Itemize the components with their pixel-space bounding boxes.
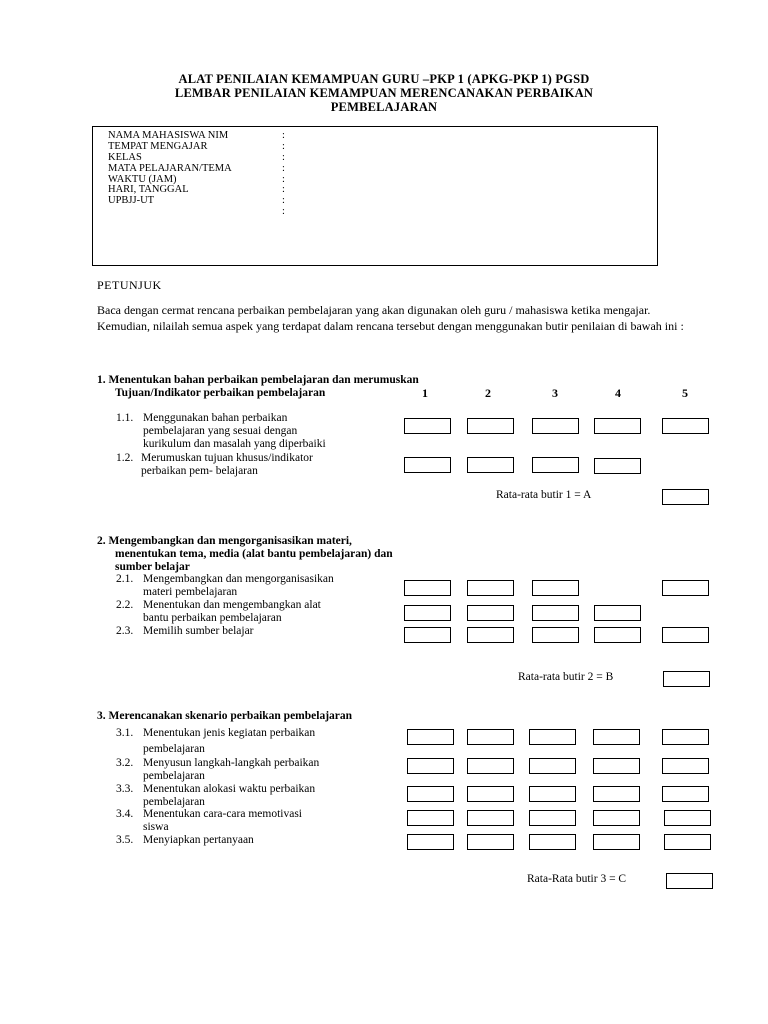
item-text: pembelajaran: [143, 743, 205, 755]
field-colon: :: [282, 130, 285, 141]
item-text: Merumuskan tujuan khusus/indikator: [141, 452, 313, 464]
item-number: 3.3.: [116, 783, 134, 795]
score-box-1-1-col-4[interactable]: [594, 418, 641, 434]
item-text: Memilih sumber belajar: [143, 625, 254, 637]
score-box-2-3-col-4[interactable]: [594, 627, 641, 643]
score-box-3-2-col-2[interactable]: [467, 758, 514, 774]
item-number: 1.1.: [116, 412, 134, 424]
item-text: Menentukan alokasi waktu perbaikan: [143, 783, 316, 795]
item-text: pembelajaran: [143, 796, 205, 808]
score-column-1: 1: [422, 386, 428, 400]
petunjuk-text: Baca dengan cermat rencana perbaikan pembelajaran yang akan digunakan oleh guru / mahasiswa ketika mengajar. Kemudian, nilailah semua aspek yang terdapat dalam rencana tersebut dengan menggunakan butir penilaian di bawah ini :: [97, 303, 684, 333]
average-box-a[interactable]: [662, 489, 709, 505]
average-box-b[interactable]: [663, 671, 710, 687]
item-number: 2.2.: [116, 599, 134, 611]
score-box-2-1-col-3[interactable]: [532, 580, 579, 596]
item-text: Menggunakan bahan perbaikan: [143, 412, 288, 424]
item-number: 2.3.: [116, 625, 134, 637]
score-box-3-4-col-5[interactable]: [664, 810, 711, 826]
petunjuk-heading: PETUNJUK: [97, 278, 162, 292]
score-box-2-1-col-1[interactable]: [404, 580, 451, 596]
score-box-3-5-col-5[interactable]: [664, 834, 711, 850]
field-label-mapel: MATA PELAJARAN/TEMA: [108, 163, 232, 174]
score-box-1-2-col-3[interactable]: [532, 457, 579, 473]
score-box-2-2-col-4[interactable]: [594, 605, 641, 621]
score-box-3-5-col-2[interactable]: [467, 834, 514, 850]
item-number: 3.1.: [116, 727, 134, 739]
field-colon: :: [282, 141, 285, 152]
score-box-3-4-col-3[interactable]: [529, 810, 576, 826]
section-3-title: 3. Merencanakan skenario perbaikan pembelajaran: [97, 710, 353, 722]
score-box-1-1-col-1[interactable]: [404, 418, 451, 434]
field-label-kelas: KELAS: [108, 152, 142, 163]
item-text: Mengembangkan dan mengorganisasikan: [143, 573, 334, 585]
field-colon: :: [282, 195, 285, 206]
item-text: siswa: [143, 821, 169, 833]
score-box-3-3-col-4[interactable]: [593, 786, 640, 802]
score-box-2-3-col-5[interactable]: [662, 627, 709, 643]
score-box-3-3-col-3[interactable]: [529, 786, 576, 802]
score-box-3-1-col-5[interactable]: [662, 729, 709, 745]
score-column-3: 3: [552, 386, 558, 400]
item-text: pembelajaran yang sesuai dengan: [143, 425, 298, 437]
score-box-3-3-col-5[interactable]: [662, 786, 709, 802]
field-label-upbjj: UPBJJ-UT: [108, 195, 155, 206]
item-text: Menyusun langkah-langkah perbaikan: [143, 757, 320, 769]
score-box-2-3-col-1[interactable]: [404, 627, 451, 643]
section-2-title-line-2: menentukan tema, media (alat bantu pembelajaran) dan: [115, 548, 393, 560]
score-box-3-4-col-2[interactable]: [467, 810, 514, 826]
score-box-3-4-col-4[interactable]: [593, 810, 640, 826]
section-1-title-line-2: Tujuan/Indikator perbaikan pembelajaran: [115, 387, 326, 399]
item-text: Menyiapkan pertanyaan: [143, 834, 254, 846]
section-2-title-line-3: sumber belajar: [115, 561, 190, 573]
score-column-5: 5: [682, 386, 688, 400]
average-label-c: Rata-Rata butir 3 = C: [527, 873, 627, 885]
score-box-3-5-col-1[interactable]: [407, 834, 454, 850]
item-text: perbaikan pem- belajaran: [141, 465, 258, 477]
form-title-line-2: LEMBAR PENILAIAN KEMAMPUAN MERENCANAKAN PERBAIKAN: [174, 86, 594, 100]
item-text: pembelajaran: [143, 770, 205, 782]
item-text: Menentukan jenis kegiatan perbaikan: [143, 727, 316, 739]
field-label-waktu: WAKTU (JAM): [108, 174, 177, 185]
score-column-2: 2: [485, 386, 491, 400]
score-box-1-2-col-4[interactable]: [594, 458, 641, 474]
score-column-4: 4: [615, 386, 621, 400]
item-number: 2.1.: [116, 573, 134, 585]
field-colon-extra: :: [282, 206, 285, 217]
score-box-1-1-col-2[interactable]: [467, 418, 514, 434]
score-box-3-3-col-2[interactable]: [467, 786, 514, 802]
score-box-3-1-col-3[interactable]: [529, 729, 576, 745]
score-box-3-2-col-5[interactable]: [662, 758, 709, 774]
score-box-3-1-col-4[interactable]: [593, 729, 640, 745]
form-title-line-3: PEMBELAJARAN: [330, 100, 438, 114]
field-label-tempat: TEMPAT MENGAJAR: [108, 141, 208, 152]
score-box-3-1-col-2[interactable]: [467, 729, 514, 745]
field-label-nama: NAMA MAHASISWA NIM: [108, 130, 229, 141]
score-box-2-2-col-1[interactable]: [404, 605, 451, 621]
item-text: Menentukan cara-cara memotivasi: [143, 808, 303, 820]
score-box-3-5-col-4[interactable]: [593, 834, 640, 850]
section-1-title-line-1: 1. Menentukan bahan perbaikan pembelajaran dan merumuskan: [97, 374, 419, 386]
score-box-3-2-col-1[interactable]: [407, 758, 454, 774]
item-text: Menentukan dan mengembangkan alat: [143, 599, 321, 611]
field-colon: :: [282, 174, 285, 185]
average-label-a: Rata-rata butir 1 = A: [496, 489, 592, 501]
score-box-1-1-col-5[interactable]: [662, 418, 709, 434]
score-box-1-2-col-1[interactable]: [404, 457, 451, 473]
score-box-2-1-col-5[interactable]: [662, 580, 709, 596]
item-text: bantu perbaikan pembelajaran: [143, 612, 282, 624]
field-colon: :: [282, 163, 285, 174]
score-box-3-1-col-1[interactable]: [407, 729, 454, 745]
item-number: 3.2.: [116, 757, 134, 769]
score-box-1-1-col-3[interactable]: [532, 418, 579, 434]
average-label-b: Rata-rata butir 2 = B: [518, 671, 614, 683]
score-box-2-1-col-2[interactable]: [467, 580, 514, 596]
score-box-3-5-col-3[interactable]: [529, 834, 576, 850]
score-box-2-2-col-3[interactable]: [532, 605, 579, 621]
item-number: 3.4.: [116, 808, 134, 820]
score-box-2-3-col-2[interactable]: [467, 627, 514, 643]
item-number: 3.5.: [116, 834, 134, 846]
item-number: 1.2.: [116, 452, 134, 464]
score-box-1-2-col-2[interactable]: [467, 457, 514, 473]
field-colon: :: [282, 184, 285, 195]
average-box-c[interactable]: [666, 873, 713, 889]
score-box-3-2-col-4[interactable]: [593, 758, 640, 774]
score-box-3-2-col-3[interactable]: [529, 758, 576, 774]
score-box-2-2-col-2[interactable]: [467, 605, 514, 621]
score-box-3-4-col-1[interactable]: [407, 810, 454, 826]
score-box-2-3-col-3[interactable]: [532, 627, 579, 643]
field-colon: :: [282, 152, 285, 163]
section-2-title-line-1: 2. Mengembangkan dan mengorganisasikan materi,: [97, 535, 352, 547]
form-title-line-1: ALAT PENILAIAN KEMAMPUAN GURU –PKP 1 (APKG-PKP 1) PGSD: [178, 72, 590, 86]
item-text: materi pembelajaran: [143, 586, 238, 598]
item-text: kurikulum dan masalah yang diperbaiki: [143, 438, 326, 450]
field-label-hari: HARI, TANGGAL: [108, 184, 189, 195]
score-box-3-3-col-1[interactable]: [407, 786, 454, 802]
